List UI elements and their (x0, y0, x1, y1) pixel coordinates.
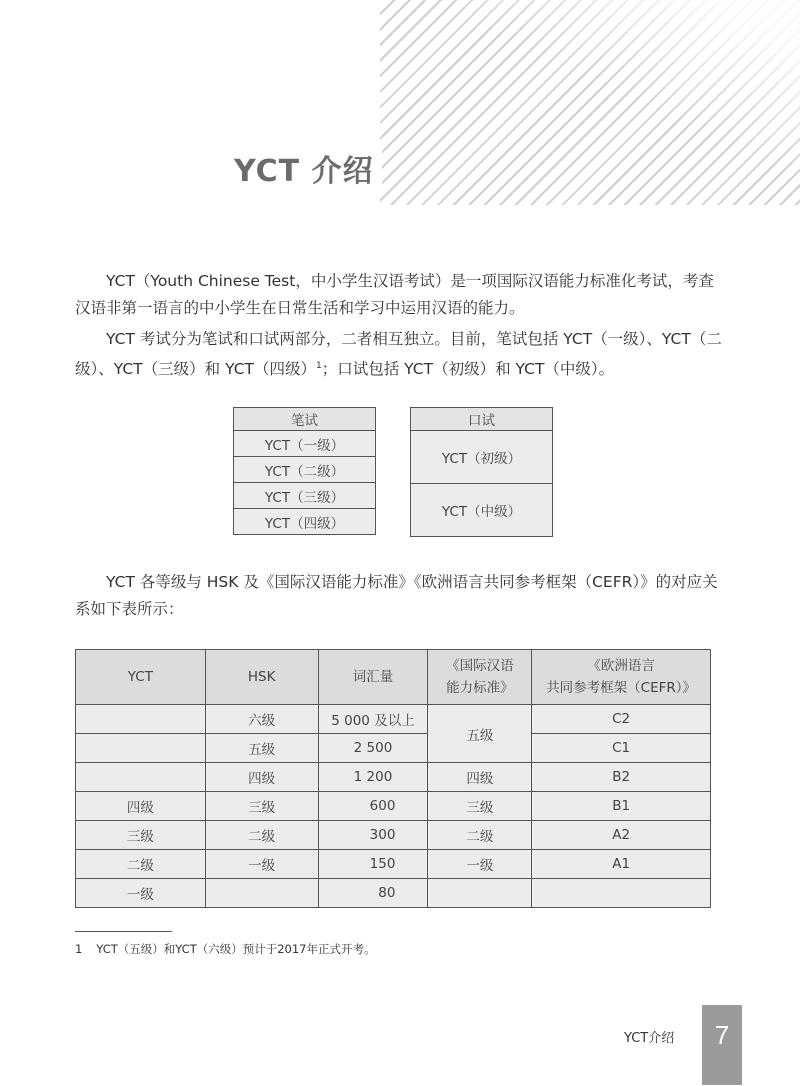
cell-intl: 五级 (428, 705, 532, 763)
table-row (76, 821, 711, 850)
footnote-ref[interactable]: 1 (316, 361, 322, 371)
footnote-text: YCT（五级）和YCT（六级）预计于2017年正式开考。 (96, 942, 376, 956)
cell-hsk: 三级 (205, 792, 318, 821)
table-row (76, 792, 711, 821)
running-footer-title: YCT介绍 (624, 1031, 675, 1046)
cell-vocab: 2 500 (318, 734, 428, 763)
exam-structure-text-b: ；口试包括 YCT（初级）和 YCT（中级）。 (321, 360, 615, 379)
cell-yct: 三级 (76, 821, 206, 850)
oral-exam-table (410, 407, 553, 537)
cell-cefr: C2 (532, 705, 711, 734)
written-table-header: 笔试 (234, 408, 376, 431)
cell-hsk: 一级 (205, 850, 318, 879)
table-header-row (76, 650, 711, 705)
cell-hsk: 二级 (205, 821, 318, 850)
table-row (76, 705, 711, 734)
cell-cefr (532, 879, 711, 908)
table-row (76, 763, 711, 792)
table-row (76, 850, 711, 879)
cell-cefr: B1 (532, 792, 711, 821)
cell-vocab: 300 (318, 821, 428, 850)
page-number: 7 (702, 1005, 742, 1085)
cell-yct (76, 705, 206, 734)
exam-structure-paragraph (75, 326, 725, 383)
level-correspondence-table (75, 649, 711, 908)
correspondence-paragraph: YCT 各等级与 HSK 及《国际汉语能力标准》《欧洲语言共同参考框架（CEFR）》的对应关系如下表所示： (75, 573, 718, 618)
cell-yct: 一级 (76, 879, 206, 908)
footnote (75, 941, 376, 957)
cell-vocab: 1 200 (318, 763, 428, 792)
oral-level-cell: YCT（中级） (411, 484, 553, 537)
cell-intl: 四级 (428, 763, 532, 792)
table-row (76, 734, 711, 763)
cell-vocab: 150 (318, 850, 428, 879)
cell-vocab: 80 (318, 879, 428, 908)
cell-cefr: B2 (532, 763, 711, 792)
cell-hsk: 六级 (205, 705, 318, 734)
written-level-cell: YCT（四级） (234, 509, 376, 535)
cell-cefr: C1 (532, 734, 711, 763)
cell-intl: 二级 (428, 821, 532, 850)
cell-intl (428, 879, 532, 908)
cell-vocab: 5 000 及以上 (318, 705, 428, 734)
written-level-cell: YCT（一级） (234, 431, 376, 457)
footnote-divider (75, 931, 172, 932)
oral-level-cell: YCT（初级） (411, 431, 553, 484)
cell-yct (76, 734, 206, 763)
exam-structure-text-a: YCT 考试分为笔试和口试两部分，二者相互独立。目前，笔试包括 YCT（一级）、YCT（二级）、YCT（三级）和 YCT（四级） (75, 330, 722, 379)
col-header-yct: YCT (76, 650, 206, 705)
cell-hsk (205, 879, 318, 908)
footnote-number: 1 (75, 942, 83, 956)
cell-vocab: 600 (318, 792, 428, 821)
written-level-cell: YCT（三级） (234, 483, 376, 509)
page-title: YCT 介绍 (234, 146, 382, 190)
col-header-intl-standard: 《国际汉语 能力标准》 (428, 650, 532, 705)
intro-paragraph: YCT（Youth Chinese Test，中小学生汉语考试）是一项国际汉语能力标准化考试，考查汉语非第一语言的中小学生在日常生活和学习中运用汉语的能力。 (75, 272, 714, 317)
written-exam-table (233, 407, 376, 535)
oral-table-header: 口试 (411, 408, 553, 431)
cell-yct: 二级 (76, 850, 206, 879)
cell-yct (76, 763, 206, 792)
col-header-vocab: 词汇量 (318, 650, 428, 705)
col-header-hsk: HSK (205, 650, 318, 705)
cell-yct: 四级 (76, 792, 206, 821)
col-header-cefr: 《欧洲语言 共同参考框架（CEFR）》 (532, 650, 711, 705)
cell-hsk: 四级 (205, 763, 318, 792)
cell-hsk: 五级 (205, 734, 318, 763)
cell-cefr: A1 (532, 850, 711, 879)
table-row (76, 879, 711, 908)
cell-intl: 三级 (428, 792, 532, 821)
written-level-cell: YCT（二级） (234, 457, 376, 483)
cell-cefr: A2 (532, 821, 711, 850)
cell-intl: 一级 (428, 850, 532, 879)
decorative-stripes (380, 0, 800, 205)
